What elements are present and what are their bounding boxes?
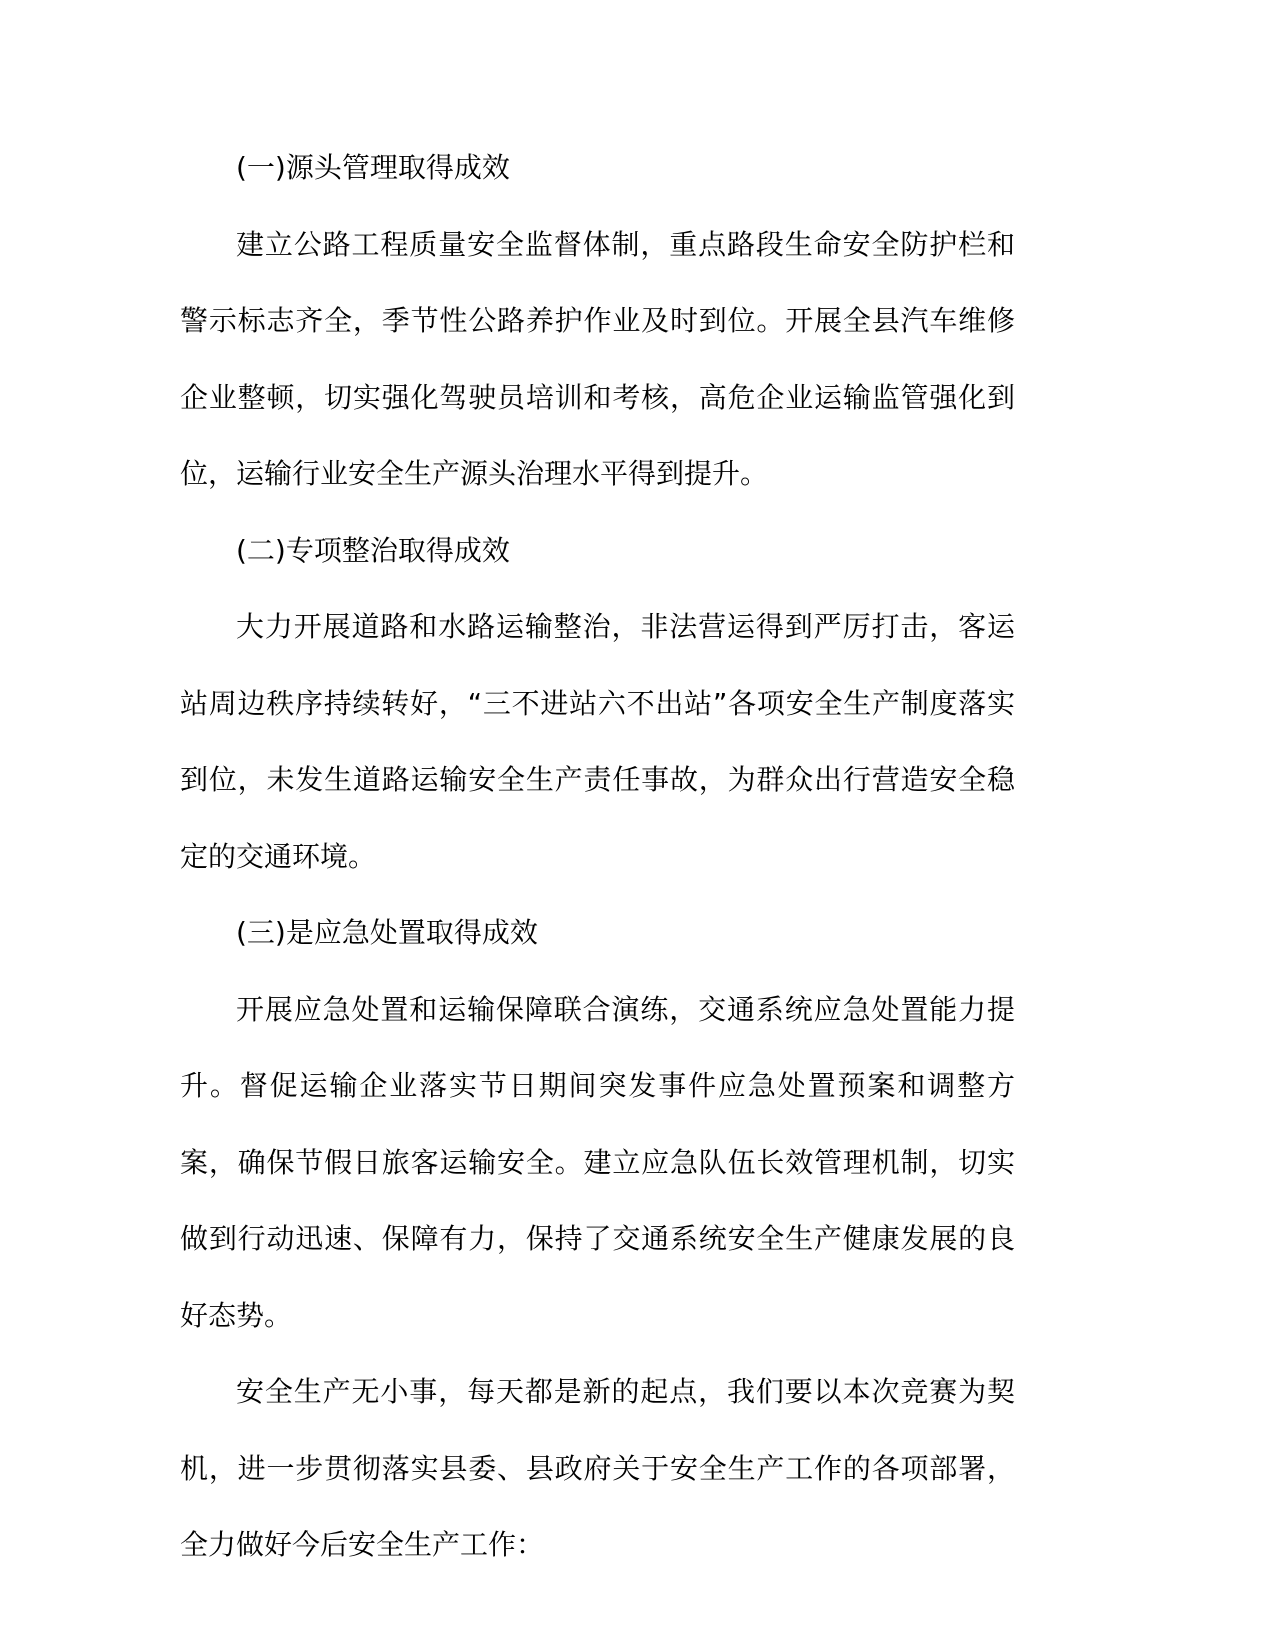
section-heading-emergency-response: (三)是应急处置取得成效 (236, 916, 538, 949)
paragraph-special-rectification: 大力开展道路和水路运输整治，非法营运得到严厉打击，客运站周边秩序持续转好，“三不进站六不出站”各项安全生产制度落实到位，未发生道路运输安全生产责任事故，为群众出行营造安全稳定的交通环境。 (180, 610, 1015, 873)
paragraph-source-management: 建立公路工程质量安全监督体制，重点路段生命安全防护栏和警示标志齐全，季节性公路养护作业及时到位。开展全县汽车维修企业整顿，切实强化驾驶员培训和考核，高危企业运输监管强化到位，运输行业安全生产源头治理水平得到提升。 (180, 227, 1015, 490)
section-heading-source-management: (一)源头管理取得成效 (236, 151, 510, 184)
section-heading-special-rectification: (二)专项整治取得成效 (236, 533, 510, 567)
paragraph-emergency-response: 开展应急处置和运输保障联合演练，交通系统应急处置能力提升。督促运输企业落实节日期间突发事件应急处置预案和调整方案，确保节假日旅客运输安全。建立应急队伍长效管理机制，切实做到行动迅速、保障有力，保持了交通系统安全生产健康发展的良好态势。 (180, 992, 1015, 1332)
paragraph-conclusion: 安全生产无小事，每天都是新的起点，我们要以本次竞赛为契机，进一步贯彻落实县委、县政府关于安全生产工作的各项部署，全力做好今后安全生产工作： (180, 1375, 1015, 1561)
document-body (180, 130, 1015, 1584)
